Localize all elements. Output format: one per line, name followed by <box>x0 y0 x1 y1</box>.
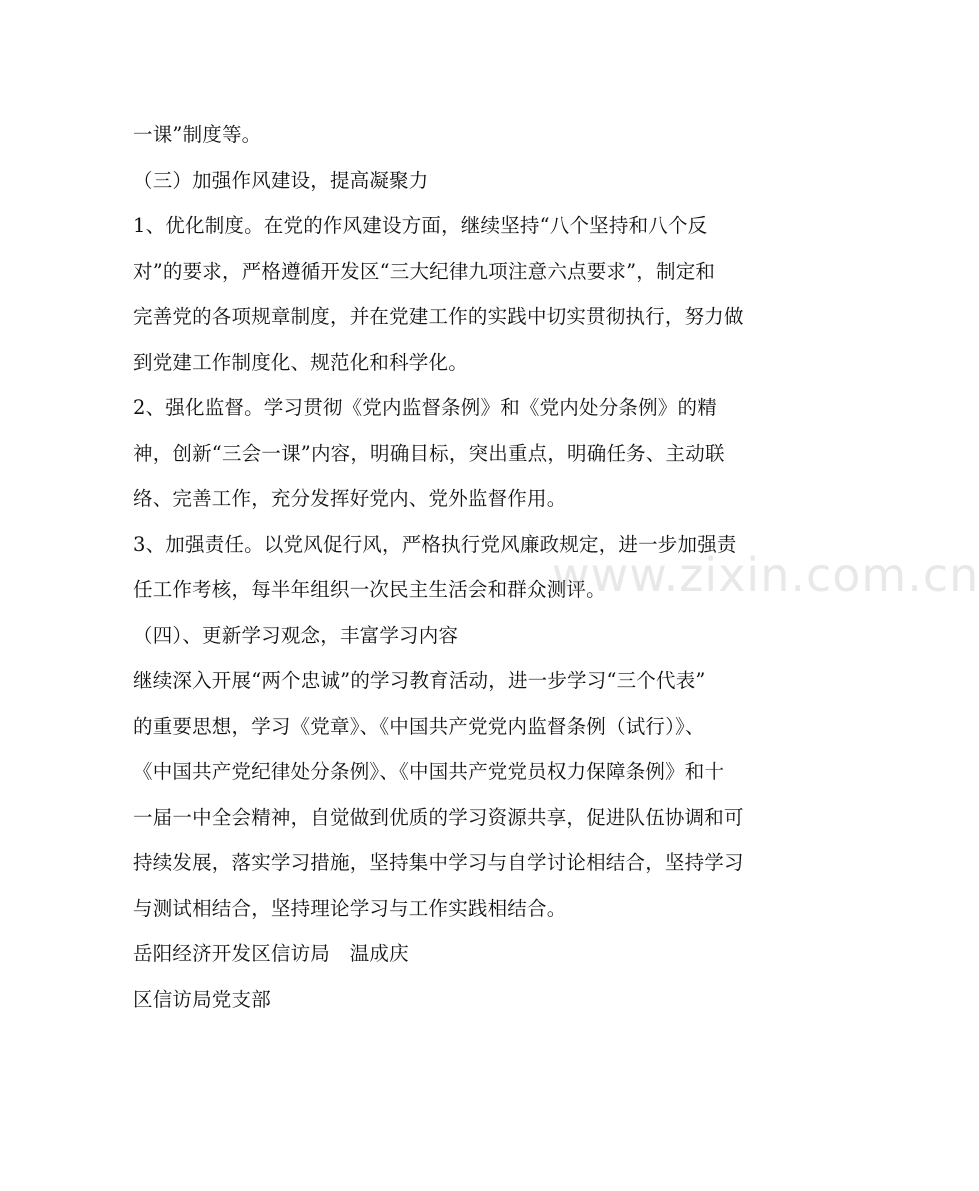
text-line: 与测试相结合，坚持理论学习与工作实践相结合。 <box>133 896 567 920</box>
watermark: www.zixin.com.cn <box>552 548 979 602</box>
text-line: 对”的要求，严格遵循开发区“三大纪律九项注意六点要求”，制定和 <box>133 259 716 283</box>
section-heading-4: （四）、更新学习观念，丰富学习内容 <box>133 623 459 647</box>
text-line: 一届一中全会精神，自觉做到优质的学习资源共享，促进队伍协调和可 <box>133 805 744 829</box>
text-line: 神，创新“三会一课”内容，明确目标，突出重点，明确任务、主动联 <box>133 441 725 465</box>
signature-organization: 区信访局党支部 <box>133 987 271 1011</box>
signature-author: 岳阳经济开发区信访局 温成庆 <box>133 942 409 965</box>
text-line: 2、强化监督。学习贯彻《党内监督条例》和《党内处分条例》的精 <box>133 396 717 419</box>
text-line: 持续发展，落实学习措施，坚持集中学习与自学讨论相结合，坚持学习 <box>133 851 744 874</box>
text-line: 3、加强责任。以党风促行风，严格执行党风廉政规定，进一步加强责 <box>133 532 737 556</box>
text-line: 1、优化制度。在党的作风建设方面，继续坚持“八个坚持和八个反 <box>133 214 708 237</box>
text-line: 的重要思想，学习《党章》、《中国共产党党内监督条例（试行）》、 <box>133 714 705 738</box>
section-heading-3: （三）加强作风建设，提高凝聚力 <box>133 168 429 192</box>
text-line: 继续深入开展“两个忠诚”的学习教育活动，进一步学习“三个代表” <box>133 669 706 692</box>
text-line: 一课”制度等。 <box>133 123 262 146</box>
text-line: 完善党的各项规章制度，并在党建工作的实践中切实贯彻执行，努力做 <box>133 305 744 328</box>
text-line: 络、完善工作，充分发挥好党内、党外监督作用。 <box>133 487 567 510</box>
text-line: 《中国共产党纪律处分条例》、《中国共产党党员权力保障条例》和十 <box>133 760 725 783</box>
text-line: 任工作考核，每半年组织一次民主生活会和群众测评。 <box>133 578 606 601</box>
text-line: 到党建工作制度化、规范化和科学化。 <box>133 350 468 374</box>
